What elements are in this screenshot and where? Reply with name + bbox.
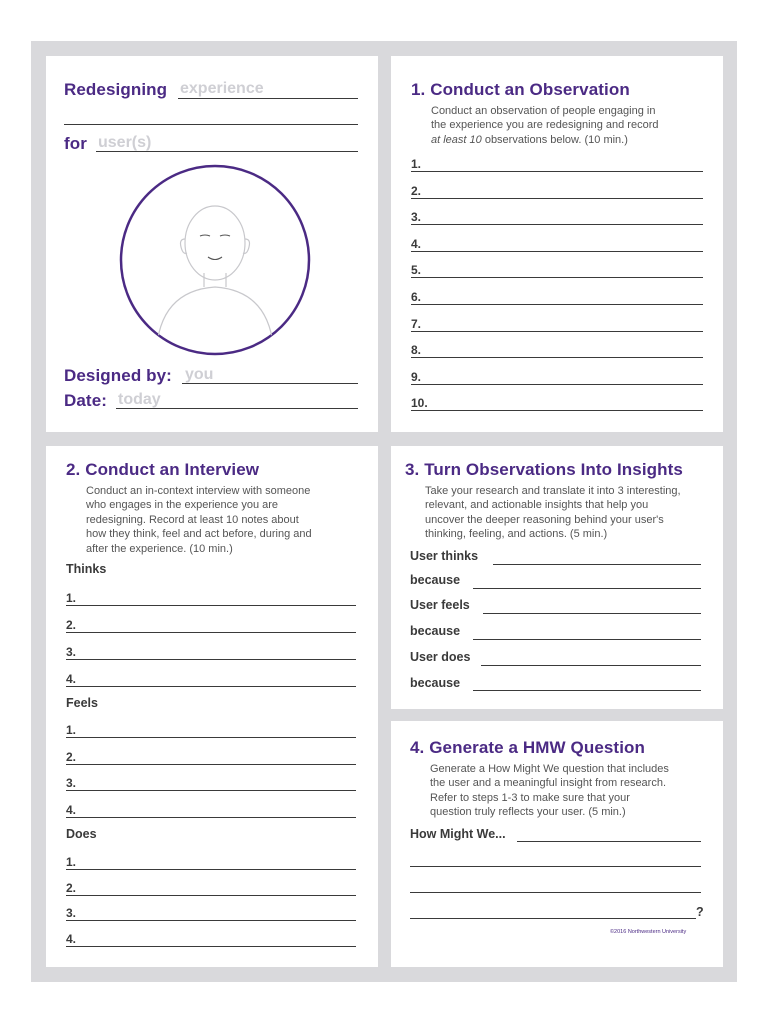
hmw-desc-line: question truly reflects your user. (5 min.)	[430, 806, 626, 819]
because-field-line[interactable]	[473, 690, 701, 691]
hmw-desc-line: the user and a meaningful insight from research.	[430, 777, 667, 790]
hmw-field-line[interactable]	[410, 918, 696, 919]
thinks-number: 4.	[66, 672, 77, 686]
observation-desc-rest: observations below. (10 min.)	[481, 133, 628, 146]
hmw-desc-line: Generate a How Might We question that includes	[430, 763, 669, 775]
thinks-field-line[interactable]	[66, 659, 356, 660]
hmw-field-line[interactable]	[410, 892, 701, 893]
interview-description	[86, 484, 371, 556]
does-label: Does	[66, 827, 97, 841]
hmw-description	[430, 762, 715, 820]
insights-description	[425, 484, 720, 542]
thinks-label: Thinks	[66, 562, 107, 576]
does-number: 1.	[66, 855, 77, 869]
because-label: because	[410, 676, 461, 690]
does-field-line[interactable]	[66, 946, 356, 947]
observation-field-line[interactable]	[411, 410, 703, 411]
thinks-number: 1.	[66, 591, 77, 605]
observation-number: 7.	[411, 316, 422, 331]
observation-number: 4.	[411, 236, 422, 251]
because-field-line[interactable]	[473, 588, 701, 589]
designed-by-field-line[interactable]	[182, 383, 358, 384]
feels-field-line[interactable]	[66, 737, 356, 738]
does-field-line[interactable]	[66, 920, 356, 921]
users-field-line[interactable]	[96, 151, 358, 152]
observation-field-line[interactable]	[411, 224, 703, 225]
date-field-line[interactable]	[116, 408, 358, 409]
observation-field-line[interactable]	[411, 171, 703, 172]
user-avatar-icon	[116, 161, 314, 359]
user-feels-field-line[interactable]	[483, 613, 701, 614]
because-label: because	[410, 573, 461, 587]
observation-desc-line	[431, 133, 711, 147]
interview-desc-line: redesigning. Record at least 10 notes about	[86, 513, 299, 526]
hmw-panel	[391, 721, 723, 967]
thinks-field-line[interactable]	[66, 632, 356, 633]
insights-title: 3. Turn Observations Into Insights	[405, 460, 683, 479]
observation-number: 1.	[411, 157, 422, 171]
observation-field-line[interactable]	[411, 304, 703, 305]
how-might-we-label: How Might We...	[410, 827, 506, 841]
interview-panel	[46, 446, 378, 967]
user-does-label: User does	[410, 650, 471, 664]
interview-title: 2. Conduct an Interview	[66, 460, 260, 479]
observation-number: 6.	[411, 290, 422, 304]
does-field-line[interactable]	[66, 869, 356, 870]
observation-field-line[interactable]	[411, 277, 703, 278]
observation-desc-line: Conduct an observation of people engaging in	[431, 105, 656, 117]
hmw-field-line[interactable]	[517, 841, 701, 842]
designed-by-label: Designed by:	[64, 366, 172, 385]
feels-field-line[interactable]	[66, 817, 356, 818]
feels-field-line[interactable]	[66, 764, 356, 765]
feels-number: 4.	[66, 803, 77, 818]
users-placeholder: user(s)	[98, 134, 152, 151]
feels-field-line[interactable]	[66, 790, 356, 791]
observation-field-line[interactable]	[411, 251, 703, 252]
observation-field-line[interactable]	[411, 331, 703, 332]
user-thinks-field-line[interactable]	[493, 564, 701, 565]
thinks-number: 3.	[66, 645, 77, 659]
question-mark: ?	[696, 905, 704, 919]
interview-desc-line: who engages in the experience you are	[86, 499, 279, 512]
insights-desc-line: Take your research and translate it into 3 interesting,	[425, 485, 681, 497]
insights-desc-line: thinking, feeling, and actions. (5 min.)	[425, 528, 608, 541]
interview-desc-line: Conduct an in-context interview with someone	[86, 485, 311, 497]
experience-placeholder: experience	[180, 80, 264, 97]
insights-desc-line: relevant, and actionable insights that help you	[425, 499, 649, 512]
observation-title: 1. Conduct an Observation	[411, 80, 630, 99]
because-label: because	[410, 624, 461, 638]
because-field-line[interactable]	[473, 639, 701, 640]
does-field-line[interactable]	[66, 895, 356, 896]
feels-number: 2.	[66, 749, 77, 764]
interview-desc-line: how they think, feel and act before, during and	[86, 528, 312, 541]
observation-field-line[interactable]	[411, 384, 703, 385]
cover-panel	[46, 56, 378, 432]
feels-label: Feels	[66, 696, 98, 710]
does-number: 2.	[66, 880, 77, 895]
hmw-desc-line: Refer to steps 1-3 to make sure that your	[430, 791, 630, 804]
date-label: Date:	[64, 391, 108, 410]
feels-number: 1.	[66, 723, 77, 737]
experience-field-line[interactable]	[178, 98, 358, 99]
user-feels-label: User feels	[410, 598, 470, 612]
hmw-field-line[interactable]	[410, 866, 701, 867]
for-label: for	[64, 134, 87, 153]
observation-panel	[391, 56, 723, 432]
user-thinks-label: User thinks	[410, 549, 479, 563]
observation-field-line[interactable]	[411, 198, 703, 199]
thinks-number: 2.	[66, 618, 77, 632]
observation-desc-line: the experience you are redesigning and record	[431, 119, 659, 132]
experience-second-line[interactable]	[64, 124, 358, 125]
observation-description	[431, 104, 711, 147]
observation-field-line[interactable]	[411, 357, 703, 358]
insights-desc-line: uncover the deeper reasoning behind your user's	[425, 513, 664, 526]
date-placeholder: today	[118, 391, 161, 408]
observation-number: 2.	[411, 183, 422, 198]
insights-panel	[391, 446, 723, 709]
user-does-field-line[interactable]	[481, 665, 701, 666]
thinks-field-line[interactable]	[66, 605, 356, 606]
redesigning-label: Redesigning	[64, 80, 168, 99]
observation-number: 8.	[411, 343, 422, 358]
does-number: 3.	[66, 906, 77, 921]
interview-desc-line: after the experience. (10 min.)	[86, 542, 233, 555]
thinks-field-line[interactable]	[66, 686, 356, 687]
observation-number: 5.	[411, 263, 422, 278]
observation-number: 9.	[411, 369, 422, 384]
does-number: 4.	[66, 932, 77, 947]
observation-number: 10.	[411, 396, 428, 411]
designed-by-placeholder: you	[185, 366, 214, 383]
hmw-title: 4. Generate a HMW Question	[410, 738, 645, 757]
observation-desc-emphasis: at least 10	[431, 133, 482, 146]
observation-number: 3.	[411, 210, 422, 225]
copyright: ©2016 Northwestern University	[610, 929, 687, 935]
feels-number: 3.	[66, 776, 77, 791]
